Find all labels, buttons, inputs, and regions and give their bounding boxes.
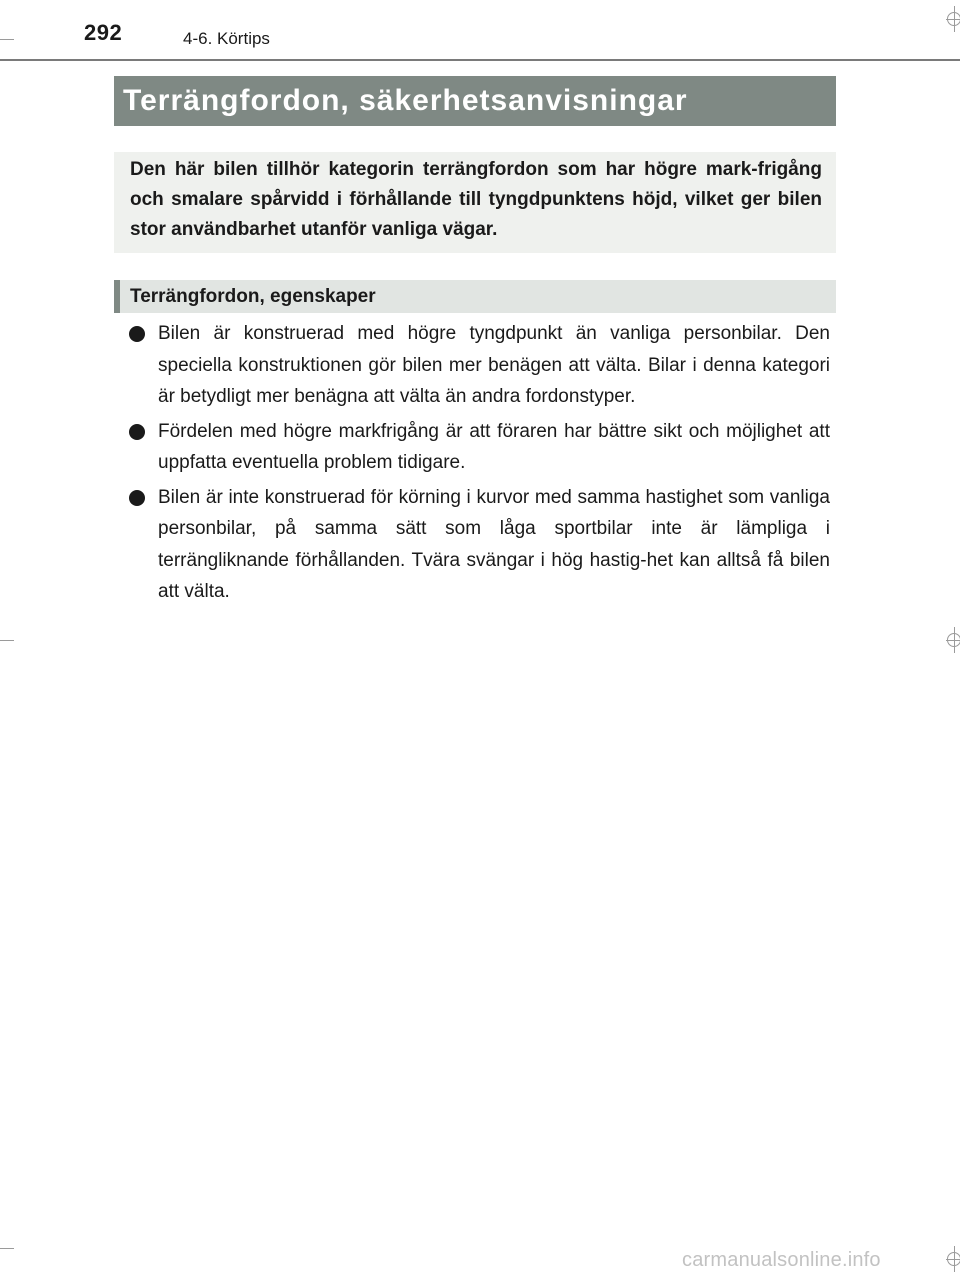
page-number: 292 — [84, 20, 123, 45]
bullet-icon — [129, 490, 145, 506]
page-title: Terrängfordon, säkerhetsanvisningar — [114, 76, 836, 126]
section-label: 4-6. Körtips — [183, 29, 270, 48]
list-item-text: Bilen är inte konstruerad för körning i kurvor med samma hastighet som vanliga personbilar, på samma sätt som låga sportbilar inte är lämpliga i terrängliknande förhållanden. Tvära svängar i hög hastig-het kan alltså få bilen att välta. — [158, 486, 830, 602]
list-item — [128, 482, 830, 608]
list-item — [128, 318, 830, 413]
intro-text: Den här bilen tillhör kategorin terrängfordon som har högre mark-frigång och smalare spårvidd i förhållande till tyngdpunktens höjd, vilket ger bilen stor användbarhet utanför vanliga vägar. — [130, 159, 822, 240]
watermark-text: carmanualsonline.info — [682, 1249, 881, 1271]
section-heading: Terrängfordon, egenskaper — [114, 280, 836, 313]
header-divider — [0, 59, 960, 61]
registration-mark — [947, 12, 960, 26]
registration-mark — [947, 633, 960, 647]
crop-mark — [0, 1248, 14, 1249]
list-item-text: Fördelen med högre markfrigång är att föraren har bättre sikt och möjlighet att uppfatta eventuella problem tidigare. — [158, 420, 830, 473]
bullet-list — [128, 318, 830, 611]
crop-mark — [0, 39, 14, 40]
bullet-icon — [129, 424, 145, 440]
list-item — [128, 416, 830, 479]
bullet-icon — [129, 326, 145, 342]
registration-mark — [947, 1252, 960, 1266]
intro-box — [114, 152, 836, 253]
list-item-text: Bilen är konstruerad med högre tyngdpunkt än vanliga personbilar. Den speciella konstruktionen gör bilen mer benägen att välta. Bilar i denna kategori är betydligt mer benägna att välta än andra fordonstyper. — [158, 323, 830, 407]
crop-mark — [0, 640, 14, 641]
